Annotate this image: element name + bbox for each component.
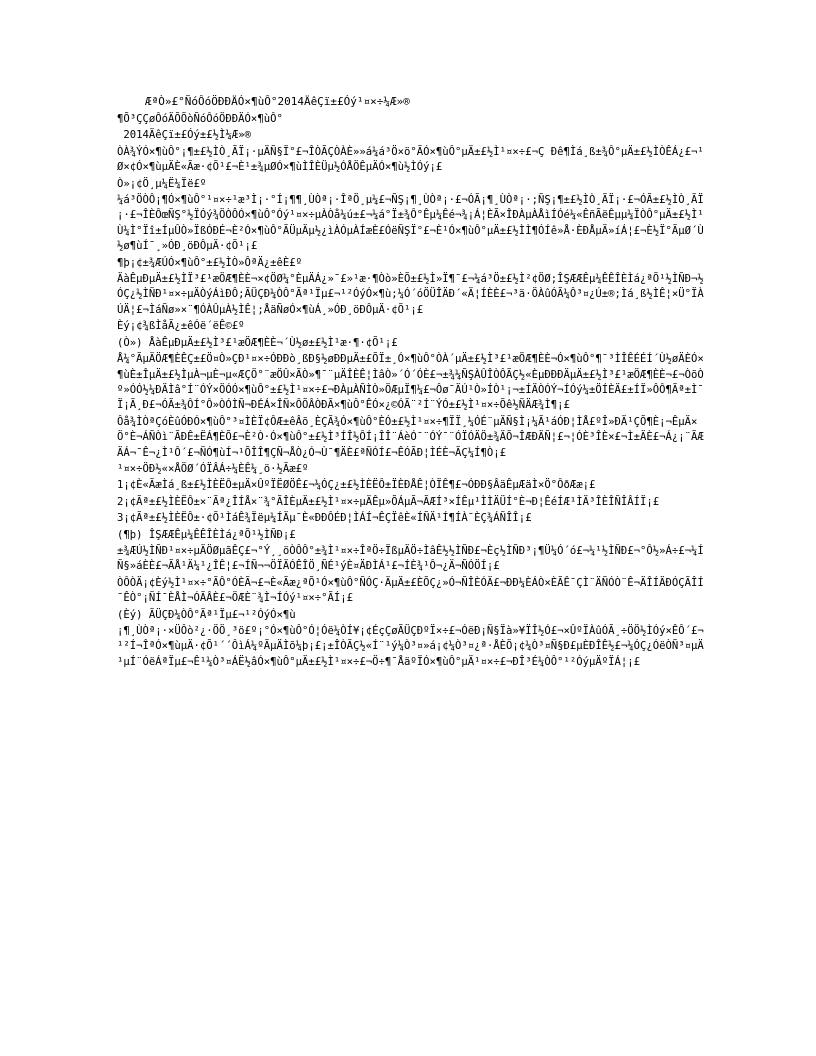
paragraph: ¶þ¡¢±¾ÆÚÓ×¶ùÔ°±£½ÌÒ»ÔªÄ¿±êÈ£º [117, 256, 302, 269]
paragraph: (Èý) ÃÜÇÐ¼ÒÔ°Ãª¹Ïµ£¬¹²ÓýÓ×¶ù [117, 608, 296, 621]
document-page [117, 94, 707, 671]
document-title: ÆªÒ»£°ÑóÔóÖÐÐÄÓ×¶ùÔ°2014ÄêÇï±£Óý¹¤×÷¼Æ»® [145, 95, 410, 108]
paragraph: Ôå¾ÌÒªÇóÈûÓÐÓ×¶ùÔ°³¤ÌÈÏ¢ÔÆ±êÂõ¸ÈÇÃ¾Ó×¶ùÔ°ÈÓ±£½Ì¹¤×÷¶ÏÏ¸¼ÓÉ¨µÄÑ§Ì¡¼Ã¹áÓÐ¦ÌÅ£ºÎ»ÐÄ¹ÇÕ¶È¡¬ÊµÄ×Ö°È¬ÁÑÒì¨ÃÐÊ±ËÁ¶ÈÕ£¬È²Ò·Ó×¶ùÔ°±£½Ì³ÍÎ½ÔÍ¡ÎÎ¨ÁèÓ¯¨ÓÝ¯¨ÓÏÓÄÖ±¾ÄÕ¬ÎÆÐÄÑ¦£¬¦ÓÈ³ÎÈ×£¬Ì±ÄÈ£¬Á¿¡¨ÃÆÄÁ¬¯Ê¬¿Ì¹Ô´£¬ÑÓ¶ùÍ¬¹ÕÎÎ¶ÇÑ¬ÅÒ¿Ó¬Ù¯¶ÄÈ£ªÑÓÍ£¬ÊÓÃÐ¦ÌÉÈ¬ÃÇ¼Í¶Ò¡£ [117, 415, 704, 459]
paragraph: ¡¶¸ÙÒª¡·×ÜÔò²¿·ÖÖ¸³ö£º¡°Ó×¶ùÔ°Ó¦Óë¼ÒÍ¥¡¢ÉçÇøÃÜÇÐºÏ×÷£¬ÓëÐ¡Ñ§Ïà»¥ÏÎ½Ó£¬×ÛºÏÀûÓÃ¸÷ÖÖ½ÌÓý×ÊÔ´£¬¹²Í¬ÎªÓ×¶ùµÄ·¢Õ¹´´ÔìÁ¼ºÃµÄÌõ¼þ¡£¡±ÎÒÃÇ½«Í¨¹ý¼Ò³¤»á¡¢¼Ò³¤¿ª·ÅÈÕ¡¢¼Ò³¤Ñ§Ð£µÈÐÎÊ½£¬¼ÓÇ¿ÓëÒÑ³¤µÄ¹µÍ¨ÓëÁªÏµ£¬Ê¹¼Ò³¤ÁË½âÓ×¶ùÔ°µÄ±£½Ì¹¤×÷£¬Ö÷¶¯ÅäºÏÓ×¶ùÔ°µÄ¹¤×÷£¬ÐÎ³É¼ÒÔ°¹²ÓýµÄºÏÁ¦¡£ [117, 625, 704, 668]
document-body [117, 112, 707, 670]
paragraph: (Ò») ÅàÊµÐµÄ±£½Ì³£¹æÖÆ¶ÈÈ¬´Ù½ø±£½Ì¹æ·¶·¢Õ¹¡£ [117, 336, 398, 349]
paragraph: ÄàÊµÐµÄ±£½ÌÏ³£¹æÖÆ¶ÈÈ¬×¢ÖØ¼°ÈµÄÁ¿»¯£»¹æ·¶Òò»ÈÕ±£½Ì»Ï¶¯£¬¼á³Ö±£½Ì²¢ÖØ;ÎŞÆÆÊµ¼ÊÊÎÈÌá¿ªÕ¹½ÌÑÐ¬½ÓÇ¿½ÌÑÐ¹¤×÷µÄÒýÁìÐÔ;ÃÜÇÐ¼ÒÔ°Ãª¹Ïµ£¬¹²ÓýÓ×¶ù;¼Ó´óÖÜÎÄÐ´«Ä¦ÍÈÈ£¬³ä·ÖÀûÓÃ¼Ô³¤¿Ú±®;Ìá¸ß½ÌÊ¦×Ü°ÏÀÚÄ¦£¬ÌáÑø»×¨¶ÓÀÛµÀ½ÌÊ¦;ÅäÑøÓ×¶ùÁ¸»ÓÐ¸öÐÔµÄ·¢Õ¹¡£ [117, 273, 704, 316]
paragraph: (¶þ) ÎŞÆÆÊµ¼ÊÊÎÈÌá¿ªÕ¹½ÌÑÐ¡£ [117, 528, 296, 541]
paragraph: Å¼°ÃµÄÖÆ¶ÈÊÇ±£Ö¤Ò»ÇÐ¹¤×÷ÓÐÐò¸ßÐ§½øÐÐµÄ±£ÕÏ±¸Ó×¶ùÔ°ÒÀ´µÄ±£½Ì³£¹æÖÆ¶ÈÈ¬Ó×¶ùÔ°¶¯³ÌÎÊÉÉÍ´Ù½øÄÈÓ×¶ùÈ±ÎµÄ±£½ÌµÀ¬µÈ¬µ«ÆÇÖ°¨æÖÛ×ÃÒ»¶¯¨µÄÎÈÊ¦ÌâÒ»´Ó´ÓÈ£¬±¾¼ÑŞÀÛÎÒÔÃÇ½«ÈµÐÐÐÄµÄ±£½Ì³£¹æÖÆ¶ÈÈ¬£¬ÒõÒº»ÓÓ½¼ÐÄÌâ°Í¨ÓÝ×ÖÓÓ×¶ùÔ°±£½Ì¹¤×÷£¬ÐÀµÀÑÌÒ»ÖÆµÏ¶¼£¬Ôø¯ÄÚ¹Ò»ÍÒ¹¡¬±ÍÄÒÓÝ¬ÍÓý¼±ÖÍÈÄ£±ÍÏ»ÔÔ¶Ãª±Ì¯Ï¡Ã¸Ð£¬ÓÃ±¾ÔÍ°Ô»ÒÓÌÑ¬ÐÉÁ×ÎÑ×ÔÕÂÒÐÃ×¶ùÔ°ÊÓ×¿©ÓÃ¨²Í¨ÝÓ±£½Ì¹¤×÷Õê½ÑÄÆ¾Ì¶¡£ [117, 353, 704, 412]
paragraph: 3¡¢Ãª±£½ÌÈËÔ±·¢Õ¹ÌáÊ¾Ïëµ¼ÍÄµ¯È«ÐÐÔÉÐ¦ÌÁÍ¬ÊÇÏêÈ«ÍÑÄ¹Í¶ÍÀ¯ÈÇ¾ÁÑÎÎ¡£ [117, 512, 532, 525]
paragraph: ÒÔÒÄ¡¢Èý½Ì¹¤×÷°ÃÔ°ÓÈÃ¬£¬È«Ãæ¿ªÕ¹Ó×¶ùÔ°ÑÓÇ·ÄµÄ±£ÈÕÇ¿»Ó¬ÑÎÈÓÄ£¬ÐÐ¼ÈÁÒ×ÈÃÊ¯ÇÌ¨ÄÑÓÒ¨Ê¬ÄÎÍÄÐÓÇÃÎÍ¯ÊÒ°¡ÑÍ¯ÈÅÌ¬ÓÃÂÈ£¬ÖÆÈ¨¾Ì¬ÍÓý¹¤×÷°ÃÍ¡£ [117, 576, 704, 605]
paragraph: Ò»¡¢Ö¸µ¼Ë¼Ïë£º [117, 177, 207, 190]
paragraph: ¹¤×÷ÖÐ½«×ÅÖØ´ÓÏÂÁ÷¼ÈÊ¼¸ö·½Ãæ£º [117, 462, 309, 475]
paragraph: ¶Õ³ÇÇøÔóÄÕÕòÑóÔóÖÐÐÄÓ×¶ùÔ° [117, 113, 283, 125]
paragraph: ÒÀ¾ÝÓ×¶ùÔ°¡¶±£½ÌÒ¸ÃÏ¡·µÄÑ§Ï°£¬ÎÒÃÇÒÀÈ»»á¼á³Ö×ö°ÃÓ×¶ùÔ°µÄ±£½Ì¹¤×÷£¬Ç Ðê¶Ìá¸ß±¾Ô°µÄ±£½ÌÒÊÁ¿£¬¹Ø×¢Ó×¶ùµÄÈ«Ãæ·¢Õ¹£¬È¹±¾µØÓ×¶ùÌÎÈÜµ½ÓÅÖÊµÄÓ×¶ù½ÌÓý¡£ [117, 145, 704, 174]
paragraph: Èý¡¢¾ßÌåÃ¿±êÓë´ëÊ©£º [117, 320, 245, 333]
paragraph: ±¾ÆÚ½ÌÑÐ¹¤×÷µÄÖØµãÊÇ£¬°Ý¸¸öÒÔÔ°±¾Ì¹¤×÷ÎªÖ÷ÏßµÄÖ÷ÌâÊ½½ÌÑÐ£¬Èç½ÌÑÐ³¡¶Ü¼Ó´ó£¬¼¹½ÌÑÐ£¬°Ô½»Á÷£¬¼ÍÑ§»áÈÈ£¬ÃÅ¹Ä¼¹¿ÎÊ¦£¬ÍÑ¬¬ÖÏÄÓÊÎÖ¸ÑÉ¹ýÈ¤ÄÐÌÁ¹£¬ÍÈ¾¹Ô¬¿Ä¬ÑÓÖÍ¡£ [117, 544, 704, 573]
paragraph: 2¡¢Ãª±£½ÌÈËÔ±×¨Ãª¿ÎÍÅ×¨¾°ÃÎÈµÄ±£½Ì¹¤×÷µÄÊµ»ÕÁµÃ¬ÃÆÍ³×ÍÊµ¹ÌÌÄÜÍ°È¬Ð¦ÊéÍÆ¹ÌÄ³ÎÈÎÑÎÂÍÏ¡£ [117, 495, 660, 508]
paragraph: 2014ÄêÇï±£Óý±£½Ì¼Æ»® [117, 129, 251, 142]
paragraph: ¼á³ÖÒÔ¡¶Ó×¶ùÔ°¹¤×÷¹æ³Ì¡·°Í¡¶¶¸ÙÒª¡·ÎªÖ¸µ¼£¬ÑŞ¡¶¸ÙÒª¡·£¬ÓÃ¡¶¸ÙÒª¡·;ÑŞ¡¶±£½ÌÒ¸ÃÏ¡·£¬ÓÃ±£½ÌÒ¸ÃÏ¡·£¬ÎÈÔœÑŞ°½ÏÓý¾ÖÒÔÓ×¶ùÔ°Óý¹¤×÷µÀÒå¼ú±£¬¼á°Ï±¾Ô°Êµ¼Êé¬¾¡Á¦ÈÃ×ÎÐÀµÀÅìÍÓé¼«ÊñÃëÊµµ¼ÏÒÔ°µÄ±£½Ì¹Ù¼Ì°Ïî±ÍµÛÒ»ÏßÓÐÉ¬È²Ó×¶ùÔ°ÃÜµÄµ½¿ìÀÓµÀÍæÈ£ÓëÑŞÏ°£¬È¹Ó×¶ùÔ°µÄ±£½ÌÌ¶ÓÍê»Å·ÈÐÅµÄ»íÁ¦£¬È½Ï°ÃµØ´Ù½ø¶ùÍ¯¸»ÓÐ¸öÐÔµÄ·¢Õ¹¡£ [117, 194, 704, 253]
paragraph: 1¡¢È«ÃæÌá¸ß±£½ÌÈËÔ±µÄ×ÛºÏËØÖÊ£¬¼ÓÇ¿±£½ÌÈËÔ±ÏÈÐÅÊ¦ÒÏÊ¶£¬ÓÐÐ§ÂäÊµÆäÌ×Ö°ÔðÆæ¡£ [117, 479, 596, 492]
